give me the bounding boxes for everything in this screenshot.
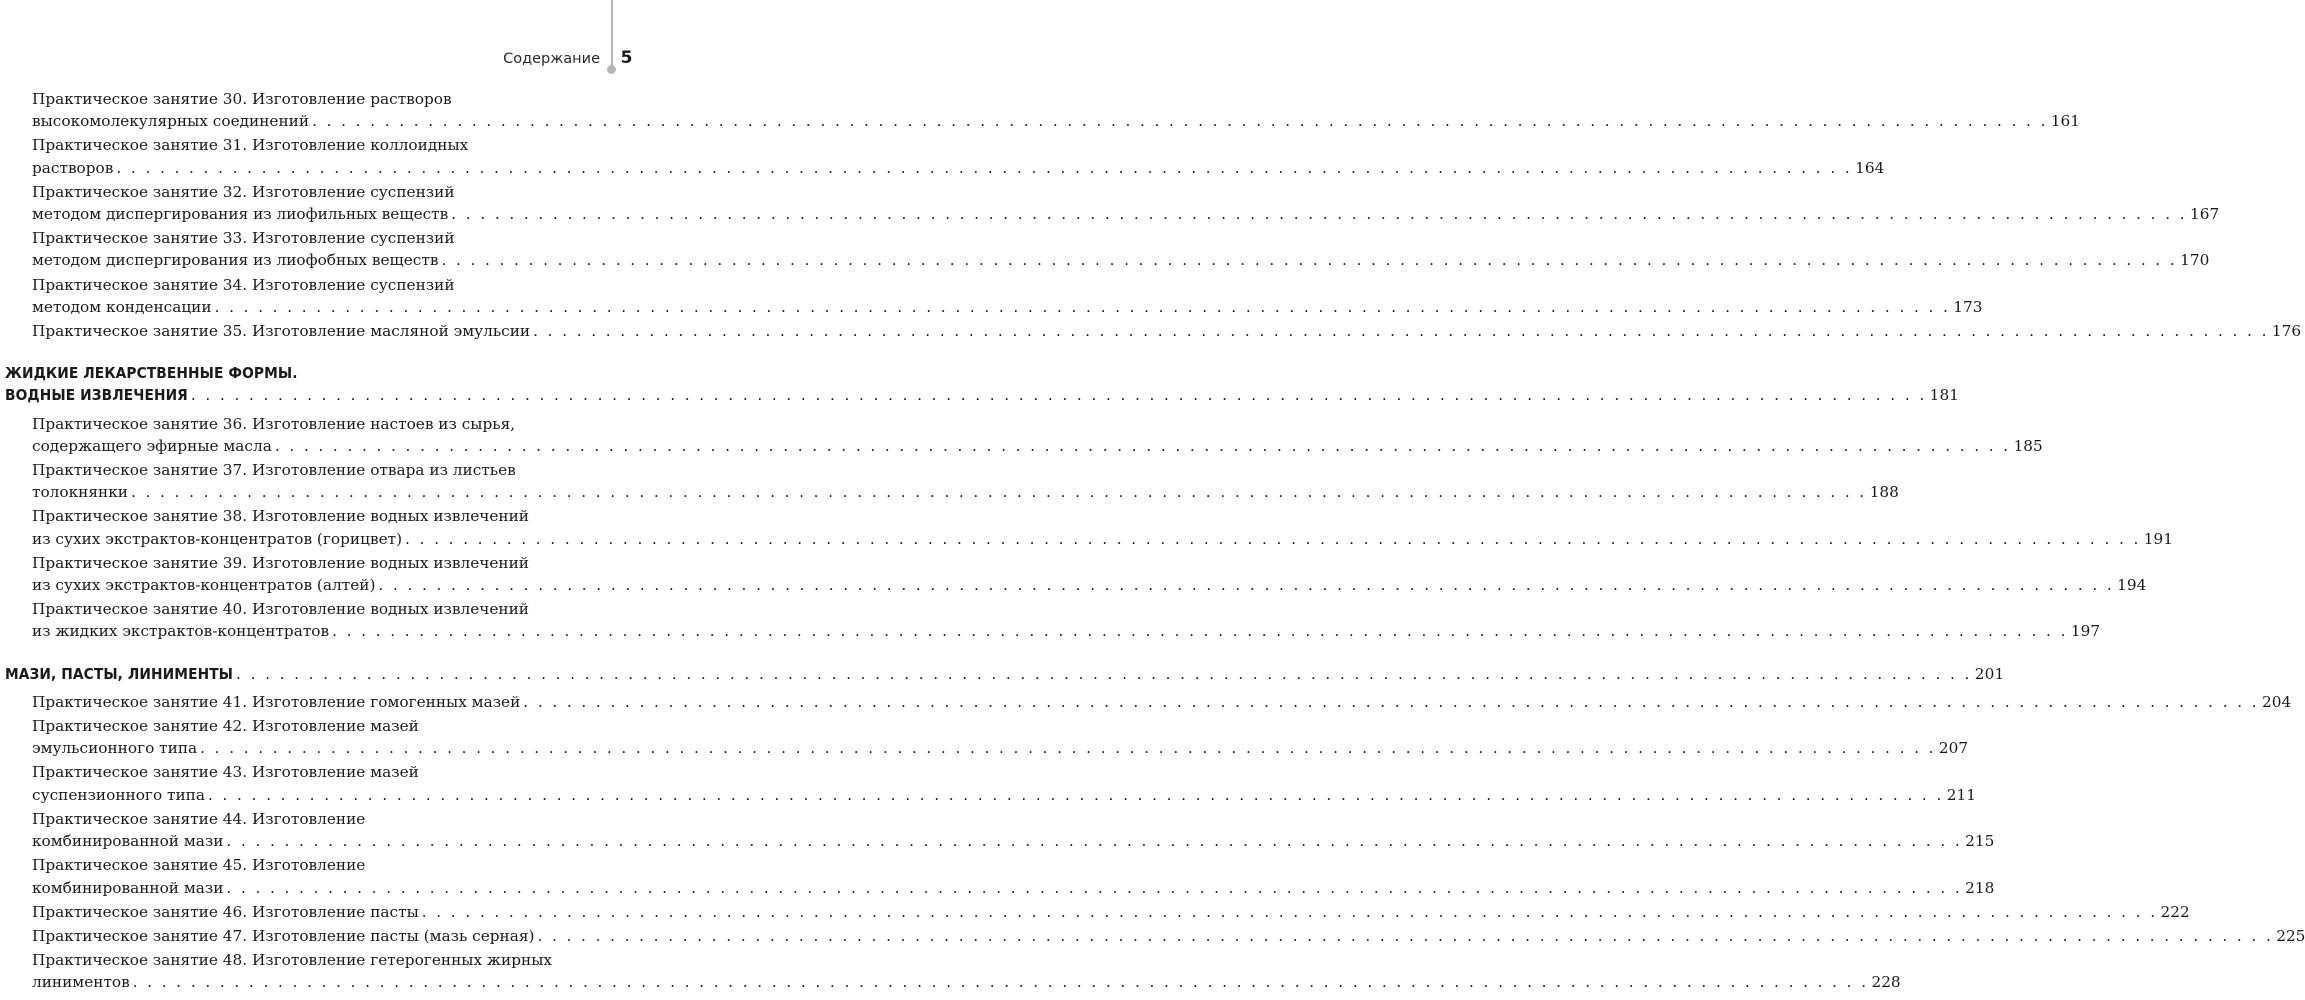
toc-entry-text: ЖИДКИЕ ЛЕКАРСТВЕННЫЕ ФОРМЫ. — [5, 364, 298, 383]
toc-entry-last-line — [32, 574, 2147, 596]
toc-entry-text: Практическое занятие 39. Изготовление водных извлечений — [32, 553, 529, 572]
dot-leader: . . . . . . . . . . . . . . . . . . . . . . . . . . . . . . . . . . . . . . . . . . . . . . . . . . . . . . . . . . . . . . . . . . . . . . . . . . . . . . . . . . . . . . . . . . . . . . . . . . . . . . . . . . . . . . . . . . . . . . . . — [214, 297, 1951, 316]
toc-entry[interactable] — [0, 227, 2210, 271]
toc-page-number: 170 — [2180, 251, 2210, 270]
toc-entry-text: Практическое занятие 45. Изготовление — [32, 856, 366, 875]
toc-page-number: 191 — [2143, 529, 2173, 548]
page-number: 5 — [620, 48, 633, 68]
dot-leader: . . . . . . . . . . . . . . . . . . . . . . . . . . . . . . . . . . . . . . . . . . . . . . . . . . . . . . . . . . . . . . . . . . . . . . . . . . . . . . . . . . . . . . . . . . . . . . . . . . . . . . . . . . . . . . . . . . . . . . . . — [533, 322, 2269, 341]
toc-entry[interactable] — [0, 598, 2101, 642]
toc-entry[interactable] — [0, 854, 1995, 898]
toc-entry-text: Практическое занятие 33. Изготовление суспензий — [32, 229, 455, 248]
toc-entry-text: методом диспергирования из лиофильных веществ — [32, 205, 449, 224]
toc-page-number: 207 — [1938, 739, 1969, 758]
toc-entry-last-line — [32, 435, 2043, 457]
toc-page-number: 225 — [2276, 926, 2305, 945]
toc-entry-last-line — [5, 384, 1960, 406]
toc-entry-last-line — [32, 691, 2292, 713]
toc-entry-text: Практическое занятие 34. Изготовление суспензий — [32, 275, 455, 294]
toc-entry-text: Практическое занятие 48. Изготовление гетерогенных жирных — [32, 951, 552, 970]
toc-entry-text: линиментов — [32, 973, 130, 992]
dot-leader: . . . . . . . . . . . . . . . . . . . . . . . . . . . . . . . . . . . . . . . . . . . . . . . . . . . . . . . . . . . . . . . . . . . . . . . . . . . . . . . . . . . . . . . . . . . . . . . . . . . . . . . . . . . . . . . . . . . . . . . . — [523, 692, 2260, 711]
toc-entry-last-line — [32, 203, 2220, 225]
toc-entry-text: комбинированной мази — [32, 832, 224, 851]
toc-entry[interactable] — [0, 715, 1969, 759]
toc-page-number: 218 — [1965, 878, 1995, 897]
toc-entry-last-line — [32, 110, 2081, 132]
dot-leader: . . . . . . . . . . . . . . . . . . . . . . . . . . . . . . . . . . . . . . . . . . . . . . . . . . . . . . . . . . . . . . . . . . . . . . . . . . . . . . . . . . . . . . . . . . . . . . . . . . . . . . . . . . . . . . . . . . . . . . . . — [190, 386, 1927, 405]
dot-leader: . . . . . . . . . . . . . . . . . . . . . . . . . . . . . . . . . . . . . . . . . . . . . . . . . . . . . . . . . . . . . . . . . . . . . . . . . . . . . . . . . . . . . . . . . . . . . . . . . . . . . . . . . . . . . . . . . . . . . . . . — [132, 973, 1869, 992]
table-of-contents — [0, 88, 2305, 996]
toc-page-number: 176 — [2271, 322, 2302, 341]
toc-page-number: 173 — [1953, 297, 1983, 316]
toc-entry-text: Практическое занятие 41. Изготовление гомогенных мазей — [32, 692, 521, 711]
dot-leader: . . . . . . . . . . . . . . . . . . . . . . . . . . . . . . . . . . . . . . . . . . . . . . . . . . . . . . . . . . . . . . . . . . . . . . . . . . . . . . . . . . . . . . . . . . . . . . . . . . . . . . . . . . . . . . . . . . . . . . . . — [441, 251, 2178, 270]
toc-section-heading[interactable] — [0, 663, 2005, 685]
toc-section-heading[interactable] — [0, 362, 1960, 406]
toc-entry-text: Практическое занятие 46. Изготовление пасты — [32, 902, 419, 921]
toc-entry-text: ВОДНЫЕ ИЗВЛЕЧЕНИЯ — [5, 386, 188, 405]
toc-entry[interactable] — [0, 320, 2302, 342]
toc-entry-last-line — [32, 784, 1976, 806]
toc-entry-last-line — [5, 663, 2005, 685]
dot-leader: . . . . . . . . . . . . . . . . . . . . . . . . . . . . . . . . . . . . . . . . . . . . . . . . . . . . . . . . . . . . . . . . . . . . . . . . . . . . . . . . . . . . . . . . . . . . . . . . . . . . . . . . . . . . . . . . . . . . . . . . — [332, 622, 2068, 641]
toc-entry-last-line — [32, 157, 1885, 179]
dot-leader: . . . . . . . . . . . . . . . . . . . . . . . . . . . . . . . . . . . . . . . . . . . . . . . . . . . . . . . . . . . . . . . . . . . . . . . . . . . . . . . . . . . . . . . . . . . . . . . . . . . . . . . . . . . . . . . . . . . . . . . . — [537, 926, 2274, 945]
toc-entry-text: Практическое занятие 31. Изготовление коллоидных — [32, 136, 469, 155]
toc-entry-text: методом конденсации — [32, 297, 212, 316]
dot-leader: . . . . . . . . . . . . . . . . . . . . . . . . . . . . . . . . . . . . . . . . . . . . . . . . . . . . . . . . . . . . . . . . . . . . . . . . . . . . . . . . . . . . . . . . . . . . . . . . . . . . . . . . . . . . . . . . . . . . . . . . — [226, 878, 1963, 897]
toc-page-number: 222 — [2160, 902, 2190, 921]
toc-entry-last-line — [32, 830, 1995, 852]
toc-entry-text: Практическое занятие 44. Изготовление — [32, 809, 366, 828]
toc-entry-text: Практическое занятие 38. Изготовление водных извлечений — [32, 507, 529, 526]
toc-entry-text: Практическое занятие 32. Изготовление суспензий — [32, 182, 455, 201]
toc-page-number: 228 — [1871, 973, 1901, 992]
toc-page-number: 185 — [2013, 436, 2043, 455]
dot-leader: . . . . . . . . . . . . . . . . . . . . . . . . . . . . . . . . . . . . . . . . . . . . . . . . . . . . . . . . . . . . . . . . . . . . . . . . . . . . . . . . . . . . . . . . . . . . . . . . . . . . . . . . . . . . . . . . . . . . . . . . — [116, 158, 1853, 177]
toc-entry-last-line — [32, 528, 2173, 550]
section-gap — [0, 645, 635, 663]
toc-entry-last-line — [32, 737, 1969, 759]
toc-entry-text: высокомолекулярных соединений — [32, 112, 310, 131]
toc-entry-text: суспензионного типа — [32, 785, 205, 804]
toc-entry[interactable] — [0, 901, 2190, 923]
toc-entry-text: эмульсионного типа — [32, 739, 198, 758]
toc-entry[interactable] — [0, 459, 1899, 503]
dot-leader: . . . . . . . . . . . . . . . . . . . . . . . . . . . . . . . . . . . . . . . . . . . . . . . . . . . . . . . . . . . . . . . . . . . . . . . . . . . . . . . . . . . . . . . . . . . . . . . . . . . . . . . . . . . . . . . . . . . . . . . . — [312, 112, 2048, 131]
toc-page-number: 215 — [1965, 832, 1995, 851]
toc-entry-text: Практическое занятие 36. Изготовление настоев из сырья, — [32, 414, 516, 433]
dot-leader: . . . . . . . . . . . . . . . . . . . . . . . . . . . . . . . . . . . . . . . . . . . . . . . . . . . . . . . . . . . . . . . . . . . . . . . . . . . . . . . . . . . . . . . . . . . . . . . . . . . . . . . . . . . . . . . . . . . . . . . . — [208, 785, 1944, 804]
dot-leader: . . . . . . . . . . . . . . . . . . . . . . . . . . . . . . . . . . . . . . . . . . . . . . . . . . . . . . . . . . . . . . . . . . . . . . . . . . . . . . . . . . . . . . . . . . . . . . . . . . . . . . . . . . . . . . . . . . . . . . . . — [421, 902, 2158, 921]
toc-entry-last-line — [32, 877, 1995, 899]
toc-entry-text: Практическое занятие 47. Изготовление пасты (мазь серная) — [32, 926, 535, 945]
running-title: Содержание — [503, 51, 600, 67]
toc-page-number: 181 — [1929, 386, 1960, 405]
toc-entry-last-line — [32, 320, 2302, 342]
toc-entry-text: содержащего эфирные масла — [32, 436, 272, 455]
toc-entry[interactable] — [0, 413, 2043, 457]
toc-entry-text: из сухих экстрактов-концентратов (горицвет) — [32, 529, 403, 548]
toc-entry-last-line — [32, 296, 1983, 318]
toc-entry[interactable] — [0, 949, 1901, 993]
toc-entry-last-line — [32, 249, 2210, 271]
toc-entry-text: Практическое занятие 30. Изготовление растворов — [32, 90, 452, 108]
toc-page-number: 211 — [1946, 785, 1976, 804]
toc-page-number: 167 — [2190, 205, 2220, 224]
toc-entry-last-line — [32, 901, 2190, 923]
dot-leader: . . . . . . . . . . . . . . . . . . . . . . . . . . . . . . . . . . . . . . . . . . . . . . . . . . . . . . . . . . . . . . . . . . . . . . . . . . . . . . . . . . . . . . . . . . . . . . . . . . . . . . . . . . . . . . . . . . . . . . . . — [236, 664, 1972, 683]
toc-entry-text: Практическое занятие 43. Изготовление мазей — [32, 763, 419, 782]
dot-leader: . . . . . . . . . . . . . . . . . . . . . . . . . . . . . . . . . . . . . . . . . . . . . . . . . . . . . . . . . . . . . . . . . . . . . . . . . . . . . . . . . . . . . . . . . . . . . . . . . . . . . . . . . . . . . . . . . . . . . . . . — [451, 205, 2187, 224]
toc-entry[interactable] — [0, 925, 2305, 947]
dot-leader: . . . . . . . . . . . . . . . . . . . . . . . . . . . . . . . . . . . . . . . . . . . . . . . . . . . . . . . . . . . . . . . . . . . . . . . . . . . . . . . . . . . . . . . . . . . . . . . . . . . . . . . . . . . . . . . . . . . . . . . . — [226, 832, 1963, 851]
toc-entry[interactable] — [0, 134, 1885, 178]
toc-entry[interactable] — [0, 88, 2081, 132]
toc-entry-text: толокнянки — [32, 483, 128, 502]
toc-page-number: 161 — [2050, 112, 2081, 131]
toc-entry[interactable] — [0, 274, 1983, 318]
toc-entry-text: методом диспергирования из лиофобных веществ — [32, 251, 439, 270]
toc-entry-text: растворов — [32, 158, 114, 177]
toc-entry-text: Практическое занятие 35. Изготовление масляной эмульсии — [32, 322, 531, 341]
toc-entry-text: Практическое занятие 37. Изготовление отвара из листьев — [32, 461, 516, 480]
dot-leader: . . . . . . . . . . . . . . . . . . . . . . . . . . . . . . . . . . . . . . . . . . . . . . . . . . . . . . . . . . . . . . . . . . . . . . . . . . . . . . . . . . . . . . . . . . . . . . . . . . . . . . . . . . . . . . . . . . . . . . . . — [130, 483, 1867, 502]
toc-entry[interactable] — [0, 181, 2220, 225]
toc-entry-last-line — [32, 620, 2101, 642]
toc-page-number: 194 — [2117, 576, 2147, 595]
toc-page-number: 204 — [2262, 692, 2292, 711]
dot-leader: . . . . . . . . . . . . . . . . . . . . . . . . . . . . . . . . . . . . . . . . . . . . . . . . . . . . . . . . . . . . . . . . . . . . . . . . . . . . . . . . . . . . . . . . . . . . . . . . . . . . . . . . . . . . . . . . . . . . . . . . — [274, 436, 2011, 455]
toc-entry-text: из сухих экстрактов-концентратов (алтей) — [32, 576, 376, 595]
dot-leader: . . . . . . . . . . . . . . . . . . . . . . . . . . . . . . . . . . . . . . . . . . . . . . . . . . . . . . . . . . . . . . . . . . . . . . . . . . . . . . . . . . . . . . . . . . . . . . . . . . . . . . . . . . . . . . . . . . . . . . . . — [200, 739, 1936, 758]
dot-leader: . . . . . . . . . . . . . . . . . . . . . . . . . . . . . . . . . . . . . . . . . . . . . . . . . . . . . . . . . . . . . . . . . . . . . . . . . . . . . . . . . . . . . . . . . . . . . . . . . . . . . . . . . . . . . . . . . . . . . . . . — [405, 529, 2141, 548]
header-rule — [611, 0, 613, 68]
toc-page-number: 201 — [1974, 664, 2005, 683]
toc-entry[interactable] — [0, 808, 1995, 852]
toc-entry[interactable] — [0, 505, 2173, 549]
section-gap — [0, 344, 635, 362]
toc-page-number: 164 — [1855, 158, 1885, 177]
toc-entry[interactable] — [0, 761, 1976, 805]
dot-leader: . . . . . . . . . . . . . . . . . . . . . . . . . . . . . . . . . . . . . . . . . . . . . . . . . . . . . . . . . . . . . . . . . . . . . . . . . . . . . . . . . . . . . . . . . . . . . . . . . . . . . . . . . . . . . . . . . . . . . . . . — [378, 576, 2115, 595]
toc-entry-last-line — [32, 925, 2305, 947]
toc-page-number: 188 — [1869, 483, 1899, 502]
toc-entry-text: комбинированной мази — [32, 878, 224, 897]
toc-entry[interactable] — [0, 552, 2147, 596]
header-rule-dot — [607, 65, 616, 74]
toc-entry-text: Практическое занятие 42. Изготовление мазей — [32, 717, 419, 736]
toc-page-number: 197 — [2070, 622, 2101, 641]
toc-entry-text: МАЗИ, ПАСТЫ, ЛИНИМЕНТЫ — [5, 664, 234, 683]
toc-entry-text: из жидких экстрактов-концентратов — [32, 622, 330, 641]
toc-entry-text: Практическое занятие 40. Изготовление водных извлечений — [32, 600, 529, 619]
toc-entry-last-line — [32, 481, 1899, 503]
toc-entry-last-line — [32, 971, 1901, 993]
toc-entry[interactable] — [0, 691, 2292, 713]
